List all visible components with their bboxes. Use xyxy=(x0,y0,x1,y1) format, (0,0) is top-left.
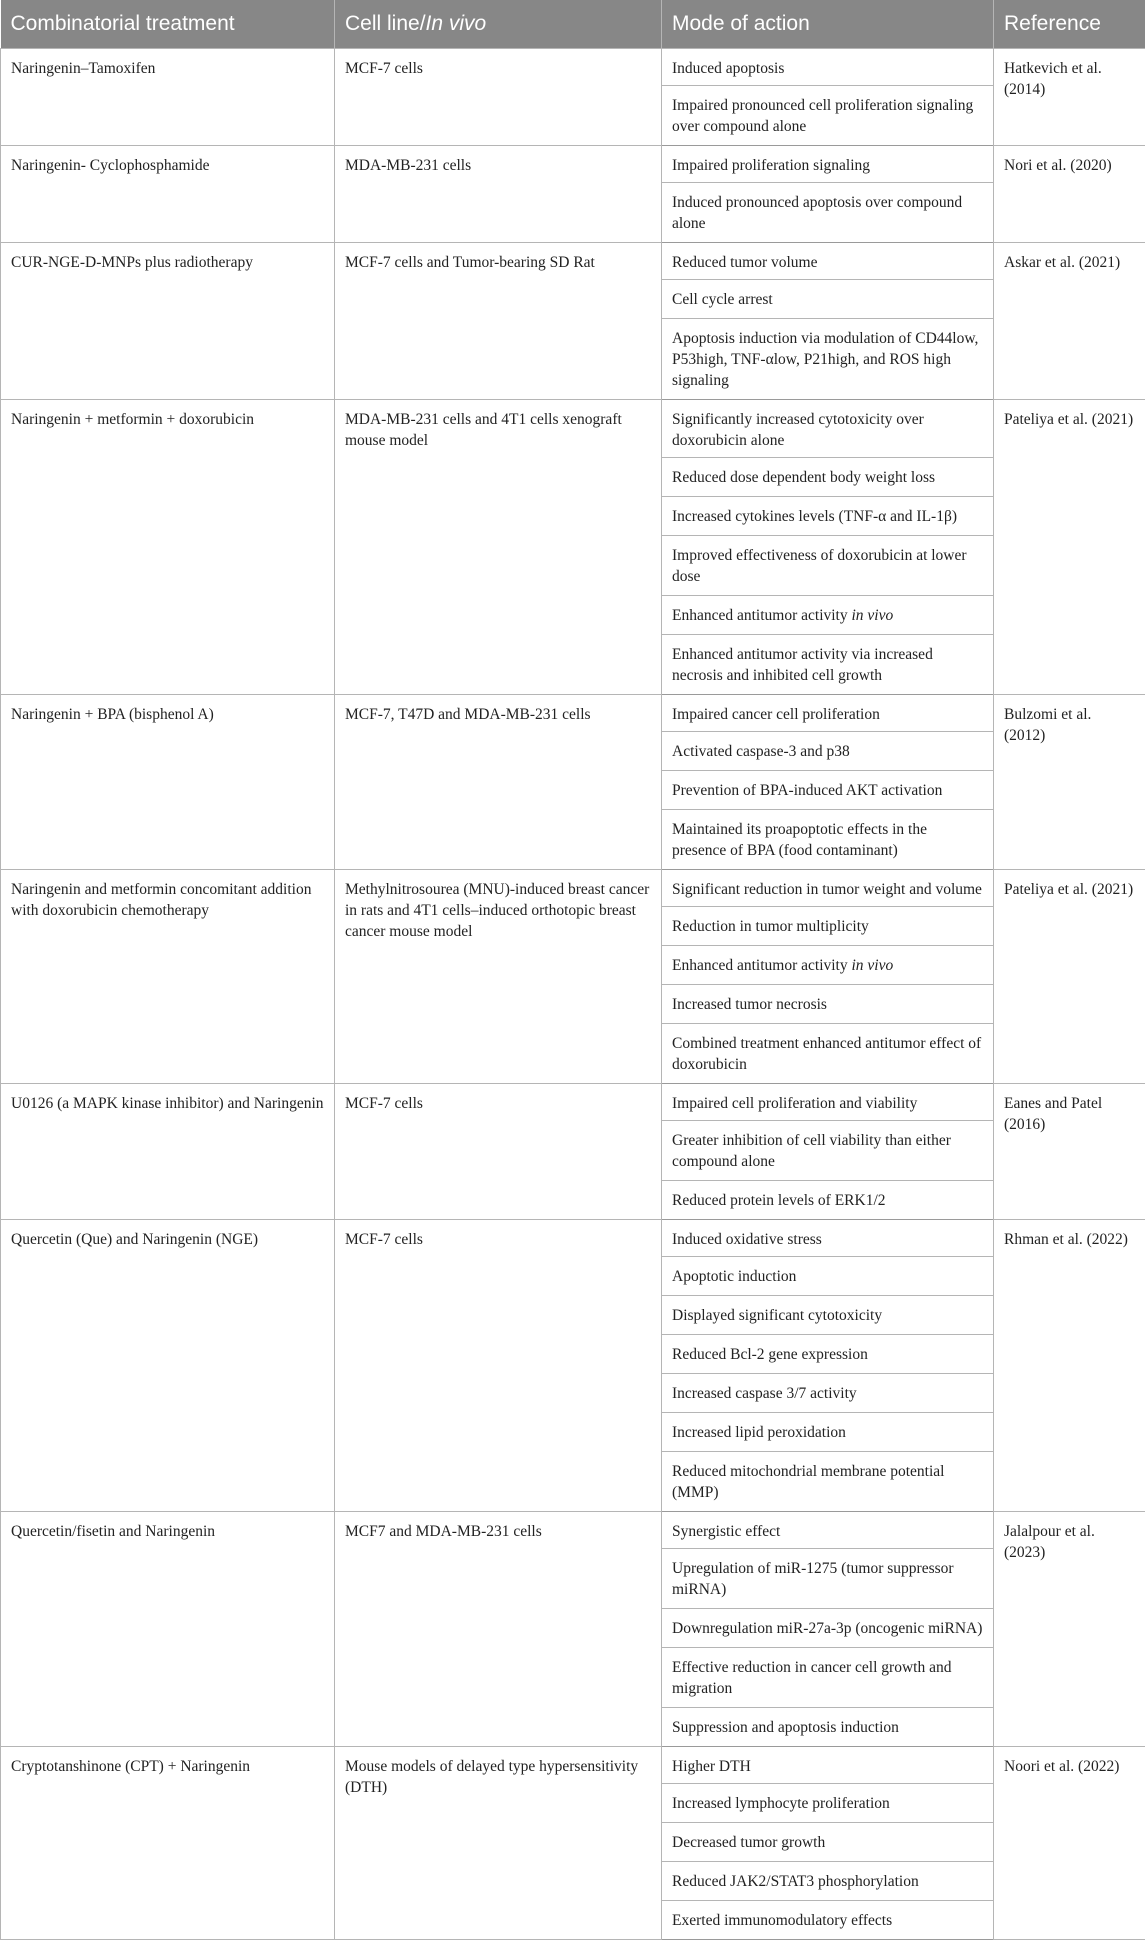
cell-line-cell: MDA-MB-231 cells and 4T1 cells xenograft mouse model xyxy=(335,400,662,695)
mode-of-action-cell xyxy=(662,1512,994,1549)
table-row xyxy=(1,870,1145,907)
header-mode-of-action: Mode of action xyxy=(662,0,994,49)
mode-of-action-cell xyxy=(662,985,994,1024)
mode-of-action-cell xyxy=(662,1747,994,1784)
mode-text: Prevention of BPA-induced AKT activation xyxy=(672,782,943,799)
table-row xyxy=(1,1512,1145,1549)
mode-of-action-cell xyxy=(662,771,994,810)
mode-of-action-cell xyxy=(662,1648,994,1708)
mode-text: Significantly increased cytotoxicity over doxorubicin alone xyxy=(672,411,924,449)
mode-text: Impaired cancer cell proliferation xyxy=(672,706,880,723)
mode-text: Reduced Bcl-2 gene expression xyxy=(672,1346,868,1363)
mode-text: Reduced mitochondrial membrane potential (MMP) xyxy=(672,1463,945,1501)
combinatorial-treatment-cell: Naringenin–Tamoxifen xyxy=(1,49,335,146)
mode-text: Increased cytokines levels (TNF-α and IL-1β) xyxy=(672,508,958,525)
mode-of-action-cell xyxy=(662,319,994,400)
table-row xyxy=(1,400,1145,458)
mode-text: Impaired cell proliferation and viability xyxy=(672,1095,918,1112)
table-row xyxy=(1,1084,1145,1121)
mode-text: Cell cycle arrest xyxy=(672,291,773,308)
reference-cell: Hatkevich et al. (2014) xyxy=(994,49,1145,146)
mode-text: Increased tumor necrosis xyxy=(672,996,827,1013)
combinatorial-treatment-cell: Naringenin- Cyclophosphamide xyxy=(1,146,335,243)
table-row xyxy=(1,1747,1145,1784)
combinatorial-treatment-cell: Naringenin + BPA (bisphenol A) xyxy=(1,695,335,870)
mode-of-action-cell xyxy=(662,1181,994,1220)
mode-text: Downregulation miR-27a-3p (oncogenic miRNA) xyxy=(672,1620,983,1637)
mode-text: Apoptosis induction via modulation of CD44low, P53high, TNF-αlow, P21high, and ROS high signaling xyxy=(672,330,979,389)
mode-of-action-cell xyxy=(662,1901,994,1940)
mode-text: Induced apoptosis xyxy=(672,60,785,77)
header-reference: Reference xyxy=(994,0,1145,49)
mode-text: Maintained its proapoptotic effects in the presence of BPA (food contaminant) xyxy=(672,821,927,859)
header-combinatorial-treatment: Combinatorial treatment xyxy=(1,0,335,49)
mode-italic-text: in vivo xyxy=(851,607,894,624)
mode-of-action-cell xyxy=(662,1257,994,1296)
combinatorial-treatment-cell: U0126 (a MAPK kinase inhibitor) and Naringenin xyxy=(1,1084,335,1220)
mode-text: Apoptotic induction xyxy=(672,1268,797,1285)
combinatorial-treatment-cell: Quercetin (Que) and Naringenin (NGE) xyxy=(1,1220,335,1512)
mode-text: Impaired pronounced cell proliferation signaling over compound alone xyxy=(672,97,974,135)
mode-of-action-cell xyxy=(662,1784,994,1823)
mode-text: Activated caspase-3 and p38 xyxy=(672,743,850,760)
mode-of-action-cell xyxy=(662,1413,994,1452)
mode-of-action-cell xyxy=(662,497,994,536)
reference-cell: Eanes and Patel (2016) xyxy=(994,1084,1145,1220)
mode-text: Increased lymphocyte proliferation xyxy=(672,1795,890,1812)
combinatorial-treatment-cell: CUR-NGE-D-MNPs plus radiotherapy xyxy=(1,243,335,400)
mode-of-action-cell xyxy=(662,946,994,985)
mode-text: Reduced dose dependent body weight loss xyxy=(672,469,936,486)
cell-line-cell: MCF-7, T47D and MDA-MB-231 cells xyxy=(335,695,662,870)
mode-text: Reduced tumor volume xyxy=(672,254,818,271)
mode-text: Increased lipid peroxidation xyxy=(672,1424,846,1441)
mode-text: Synergistic effect xyxy=(672,1523,781,1540)
mode-of-action-cell xyxy=(662,1452,994,1512)
mode-text: Reduced JAK2/STAT3 phosphorylation xyxy=(672,1873,919,1890)
mode-of-action-cell xyxy=(662,1374,994,1413)
mode-text: Exerted immunomodulatory effects xyxy=(672,1912,893,1929)
mode-of-action-cell xyxy=(662,1708,994,1747)
mode-of-action-cell xyxy=(662,1609,994,1648)
header-row xyxy=(1,0,1145,49)
mode-text: Displayed significant cytotoxicity xyxy=(672,1307,883,1324)
reference-cell: Nori et al. (2020) xyxy=(994,146,1145,243)
reference-cell: Pateliya et al. (2021) xyxy=(994,400,1145,695)
cell-line-cell: MCF-7 cells xyxy=(335,49,662,146)
mode-of-action-cell xyxy=(662,49,994,86)
mode-text: Impaired proliferation signaling xyxy=(672,157,870,174)
mode-of-action-cell xyxy=(662,1121,994,1181)
reference-cell: Jalalpour et al. (2023) xyxy=(994,1512,1145,1747)
mode-of-action-cell xyxy=(662,86,994,146)
mode-text: Suppression and apoptosis induction xyxy=(672,1719,899,1736)
header-in-vivo-label: In vivo xyxy=(425,12,487,35)
cell-line-cell: Methylnitrosourea (MNU)-induced breast cancer in rats and 4T1 cells–induced orthotopic breast cancer mouse model xyxy=(335,870,662,1084)
mode-of-action-cell xyxy=(662,596,994,635)
header-cell-line xyxy=(335,0,662,49)
mode-of-action-cell xyxy=(662,1084,994,1121)
table-body xyxy=(1,49,1145,1940)
mode-text: Induced pronounced apoptosis over compound alone xyxy=(672,194,963,232)
mode-of-action-cell xyxy=(662,907,994,946)
mode-text: Significant reduction in tumor weight and volume xyxy=(672,881,982,898)
combinatorial-treatment-cell: Cryptotanshinone (CPT) + Naringenin xyxy=(1,1747,335,1940)
mode-of-action-cell xyxy=(662,146,994,183)
mode-of-action-cell xyxy=(662,1220,994,1257)
cell-line-cell: Mouse models of delayed type hypersensitivity (DTH) xyxy=(335,1747,662,1940)
cell-line-cell: MCF-7 cells xyxy=(335,1220,662,1512)
mode-of-action-cell xyxy=(662,810,994,870)
mode-text: Enhanced antitumor activity via increased necrosis and inhibited cell growth xyxy=(672,646,933,684)
table-row xyxy=(1,146,1145,183)
mode-text: Combined treatment enhanced antitumor effect of doxorubicin xyxy=(672,1035,982,1073)
combinatorial-treatment-cell: Quercetin/fisetin and Naringenin xyxy=(1,1512,335,1747)
reference-cell: Rhman et al. (2022) xyxy=(994,1220,1145,1512)
mode-of-action-cell xyxy=(662,536,994,596)
mode-text: Decreased tumor growth xyxy=(672,1834,826,1851)
mode-of-action-cell xyxy=(662,1024,994,1084)
mode-text: Improved effectiveness of doxorubicin at lower dose xyxy=(672,547,967,585)
mode-of-action-cell xyxy=(662,870,994,907)
mode-of-action-cell xyxy=(662,1862,994,1901)
mode-of-action-cell xyxy=(662,1549,994,1609)
reference-cell: Noori et al. (2022) xyxy=(994,1747,1145,1940)
reference-cell: Askar et al. (2021) xyxy=(994,243,1145,400)
mode-of-action-cell xyxy=(662,1296,994,1335)
mode-text: Reduced protein levels of ERK1/2 xyxy=(672,1192,886,1209)
mode-of-action-cell xyxy=(662,1335,994,1374)
table-row xyxy=(1,1220,1145,1257)
mode-text: Enhanced antitumor activity xyxy=(672,607,852,624)
header-cell-line-label: Cell line/ xyxy=(345,12,426,35)
mode-of-action-cell xyxy=(662,183,994,243)
mode-text: Reduction in tumor multiplicity xyxy=(672,918,869,935)
mode-of-action-cell xyxy=(662,695,994,732)
mode-text: Higher DTH xyxy=(672,1758,751,1775)
cell-line-cell: MCF7 and MDA-MB-231 cells xyxy=(335,1512,662,1747)
mode-text: Upregulation of miR-1275 (tumor suppressor miRNA) xyxy=(672,1560,954,1598)
cell-line-cell: MDA-MB-231 cells xyxy=(335,146,662,243)
mode-of-action-cell xyxy=(662,400,994,458)
mode-of-action-cell xyxy=(662,635,994,695)
mode-text: Increased caspase 3/7 activity xyxy=(672,1385,857,1402)
combinatorial-treatment-cell: Naringenin and metformin concomitant addition with doxorubicin chemotherapy xyxy=(1,870,335,1084)
table-header xyxy=(1,0,1145,49)
mode-text: Induced oxidative stress xyxy=(672,1231,822,1248)
mode-text: Enhanced antitumor activity xyxy=(672,957,852,974)
mode-of-action-cell xyxy=(662,732,994,771)
reference-cell: Bulzomi et al. (2012) xyxy=(994,695,1145,870)
mode-text: Effective reduction in cancer cell growth and migration xyxy=(672,1659,952,1697)
mode-of-action-cell xyxy=(662,280,994,319)
mode-of-action-cell xyxy=(662,243,994,280)
reference-cell: Pateliya et al. (2021) xyxy=(994,870,1145,1084)
table-row xyxy=(1,243,1145,280)
cell-line-cell: MCF-7 cells xyxy=(335,1084,662,1220)
combinatorial-treatment-cell: Naringenin + metformin + doxorubicin xyxy=(1,400,335,695)
cell-line-cell: MCF-7 cells and Tumor-bearing SD Rat xyxy=(335,243,662,400)
table-row xyxy=(1,695,1145,732)
mode-of-action-cell xyxy=(662,1823,994,1862)
mode-italic-text: in vivo xyxy=(851,957,894,974)
table-row xyxy=(1,49,1145,86)
mode-text: Greater inhibition of cell viability than either compound alone xyxy=(672,1132,951,1170)
mode-of-action-cell xyxy=(662,458,994,497)
